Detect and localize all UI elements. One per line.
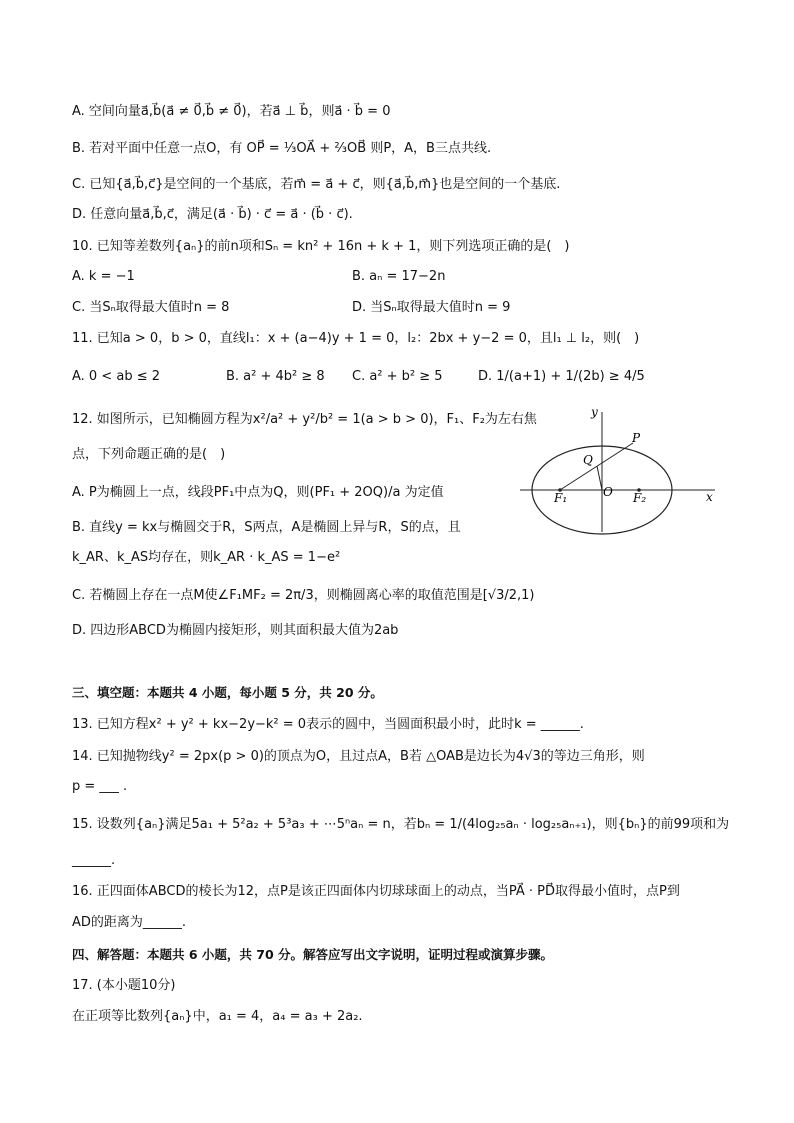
q10-stem: 10. 已知等差数列{aₙ}的前n项和Sₙ = kn² + 16n + k + 1，则下列选项正确的是( ) [72, 239, 570, 254]
q10-option-b: B. aₙ = 17−2n [352, 269, 446, 284]
segment-oq [597, 466, 602, 490]
label-p: P [632, 431, 641, 445]
q15-line2: ______. [72, 853, 116, 868]
q11-option-a: A. 0 < ab ≤ 2 [72, 369, 161, 384]
q12-option-c: C. 若椭圆上存在一点M使∠F₁MF₂ = 2π/3，则椭圆离心率的取值范围是[√3/2,1) [72, 588, 535, 603]
q11-option-b: B. a² + 4b² ≥ 8 [226, 369, 325, 384]
q13: 13. 已知方程x² + y² + kx−2y−k² = 0表示的圆中，当圆面积最小时，此时k = ______. [72, 717, 584, 732]
q11-stem: 11. 已知a > 0，b > 0，直线l₁：x + (a−4)y + 1 = 0，l₂：2bx + y−2 = 0，且l₁ ⊥ l₂，则( ) [72, 331, 640, 346]
ellipse-figure [515, 402, 745, 537]
q10-option-a: A. k = −1 [72, 269, 135, 284]
q12-option-a: A. P为椭圆上一点，线段PF₁中点为Q，则(PF₁ + 2OQ)/a 为定值 [72, 485, 444, 500]
q15-line1: 15. 设数列{aₙ}满足5a₁ + 5²a₂ + 5³a₃ + ⋯5ⁿaₙ = n，若bₙ = 1/(4log₂₅aₙ · log₂₅aₙ₊₁)，则{bₙ}的前99项和为 [72, 817, 730, 832]
q12-stem-line2: 点，下列命题正确的是( ) [72, 447, 226, 462]
q10-option-d: D. 当Sₙ取得最大值时n = 9 [352, 300, 511, 315]
section3-heading: 三、填空题：本题共 4 小题，每小题 5 分，共 20 分。 [72, 685, 383, 700]
section4-heading: 四、解答题：本题共 6 小题，共 70 分。解答应写出文字说明，证明过程或演算步骤。 [72, 947, 554, 962]
label-f1: F₁ [554, 491, 568, 505]
q12-option-b-line1: B. 直线y = kx与椭圆交于R，S两点，A是椭圆上异与R，S的点，且 [72, 520, 461, 535]
q12-stem-line1: 12. 如图所示，已知椭圆方程为x²/a² + y²/b² = 1(a > b > 0)，F₁、F₂为左右焦 [72, 412, 537, 427]
q14-line1: 14. 已知抛物线y² = 2px(p > 0)的顶点为O，且过点A，B若 △OAB是边长为4√3的等边三角形，则 [72, 749, 645, 764]
q17-body: 在正项等比数列{aₙ}中，a₁ = 4，a₄ = a₃ + 2a₂. [72, 1009, 363, 1024]
q16-line2: AD的距离为______. [72, 915, 187, 930]
q9-option-c: C. 已知{a⃗,b⃗,c⃗}是空间的一个基底，若m⃗ = a⃗ + c⃗，则{a⃗,b⃗,m⃗}也是空间的一个基底. [72, 177, 561, 192]
q17-title: 17. (本小题10分) [72, 978, 176, 993]
q10-option-c: C. 当Sₙ取得最大值时n = 8 [72, 300, 230, 315]
q9-option-b: B. 若对平面中任意一点O，有 OP⃗ = ⅓OA⃗ + ⅔OB⃗ 则P，A，B三点共线. [72, 141, 492, 156]
q9-option-d: D. 任意向量a⃗,b⃗,c⃗，满足(a⃗ · b⃗) · c⃗ = a⃗ · (b⃗ · c⃗). [72, 207, 353, 222]
label-f2: F₂ [633, 491, 647, 505]
q14-line2: p = ___ . [72, 779, 128, 794]
q9-option-a: A. 空间向量a⃗,b⃗(a⃗ ≠ 0⃗,b⃗ ≠ 0⃗)，若a⃗ ⊥ b⃗，则a⃗ · b⃗ = 0 [72, 104, 391, 119]
q16-line1: 16. 正四面体ABCD的棱长为12，点P是该正四面体内切球球面上的动点，当PA⃗ · PD⃗取得最小值时，点P到 [72, 884, 680, 899]
q12-option-b-line2: k_AR、k_AS均存在，则k_AR · k_AS = 1−e² [72, 550, 341, 565]
q11-option-d: D. 1/(a+1) + 1/(2b) ≥ 4/5 [478, 369, 645, 384]
label-q: Q [583, 453, 593, 467]
q12-option-d: D. 四边形ABCD为椭圆内接矩形，则其面积最大值为2ab [72, 623, 399, 638]
label-o: O [603, 485, 613, 499]
q11-option-c: C. a² + b² ≥ 5 [352, 369, 443, 384]
label-y: y [591, 405, 598, 419]
label-x: x [706, 490, 713, 504]
